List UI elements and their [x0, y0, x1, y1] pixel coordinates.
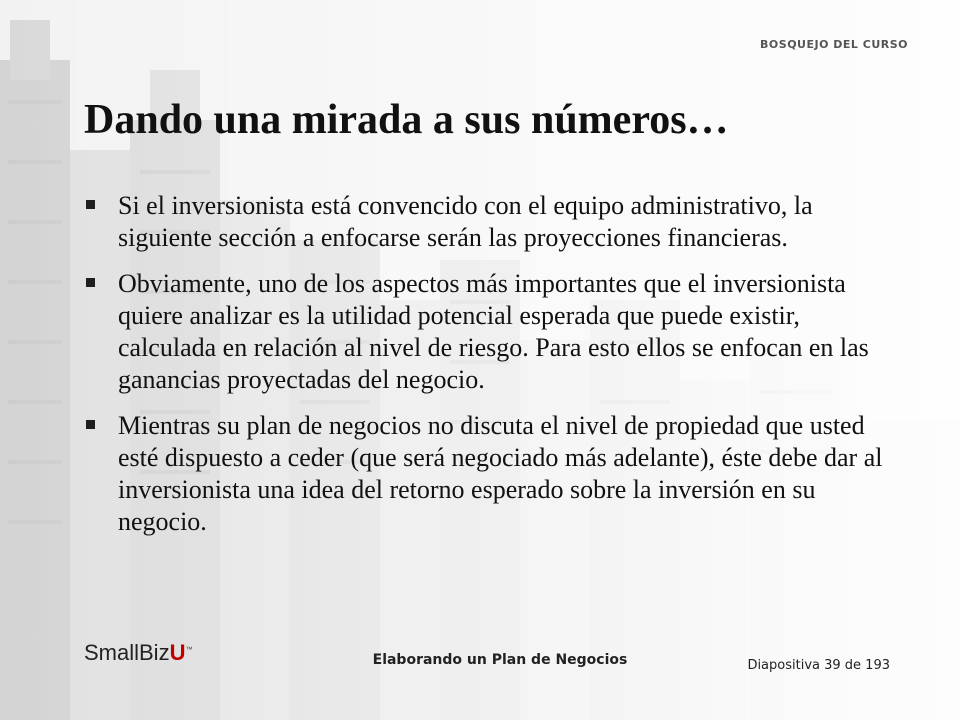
bullet-item [84, 190, 884, 254]
smallbizu-logo [84, 640, 192, 666]
logo-text: SmallBiz [84, 640, 170, 665]
logo-accent: U [169, 640, 186, 665]
square-bullet-icon [86, 200, 95, 209]
slide-counter: Diapositiva 39 de 193 [747, 658, 890, 673]
logo-trademark: ™ [185, 646, 193, 654]
bullet-text: Obviamente, uno de los aspectos más importantes que el inversionista quiere analizar es la utilidad potencial esperada que puede existir, calculada en relación al nivel de riesgo. Para esto ellos se enfocan en las ganancias proyectadas del negocio. [118, 269, 869, 394]
bullet-list [84, 190, 884, 552]
bullet-text: Si el inversionista está convencido con el equipo administrativo, la siguiente sección a enfocarse serán las proyecciones financieras. [118, 191, 813, 252]
bullet-item [84, 410, 884, 538]
square-bullet-icon [86, 278, 95, 287]
footer-course-title: Elaborando un Plan de Negocios [372, 652, 628, 668]
square-bullet-icon [86, 420, 95, 429]
bullet-item [84, 268, 884, 396]
bullet-text: Mientras su plan de negocios no discuta el nivel de propiedad que usted esté dispuesto a ceder (que será negociado más adelante), éste debe dar al inversionista una idea del retorno esperado sobre la inversión en su negocio. [118, 411, 883, 536]
slide-title: Dando una mirada a sus números… [84, 97, 729, 143]
course-outline-label: BOSQUEJO DEL CURSO [760, 38, 908, 51]
